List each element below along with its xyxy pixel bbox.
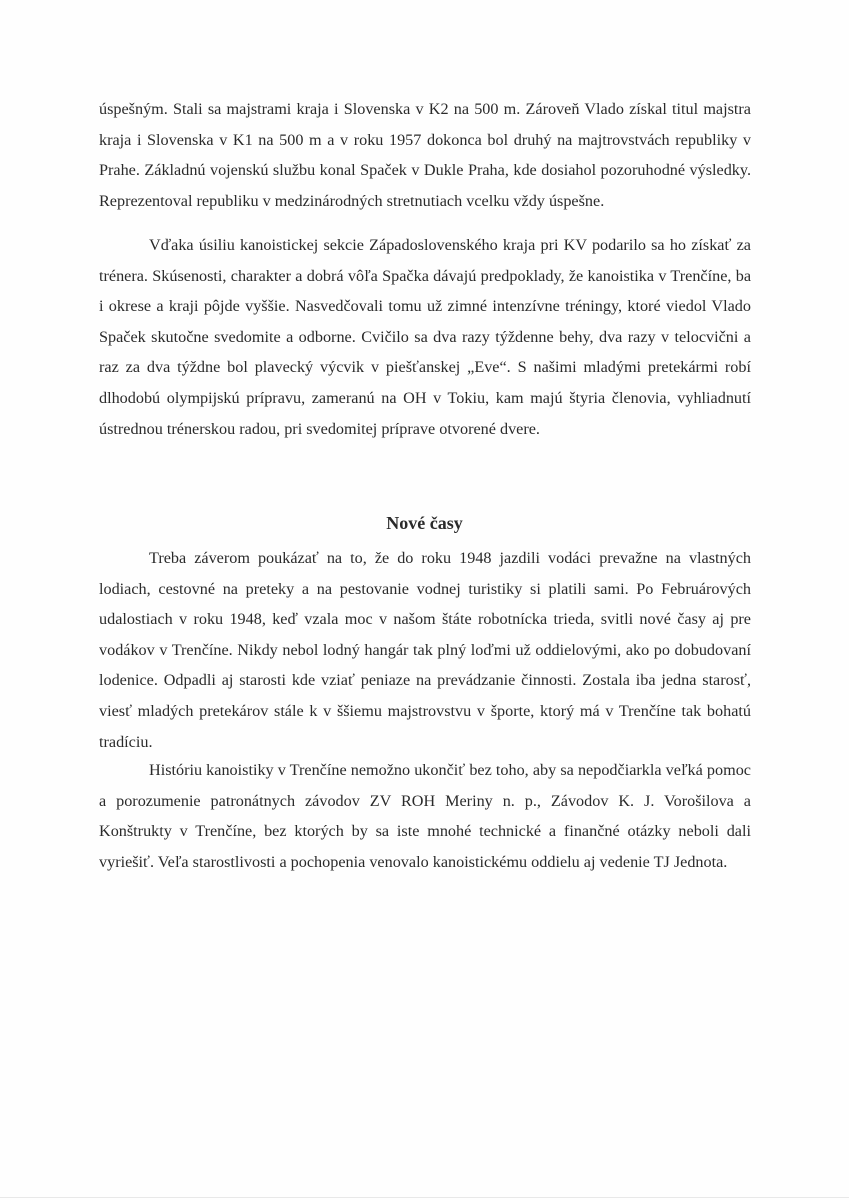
scan-edge-line xyxy=(0,1197,849,1198)
paragraph-text: Treba záverom poukázať na to, že do roku 1948 jazdili vodáci prevažne na vlastných lodiach, cestovné na preteky a na pestovanie vodnej turistiky si platili sami. Po Februárových udalostiach v roku 1948, keď vzala moc v našom štáte robotnícka trieda, svitli nové časy aj pre vodákov v Trenčíne. Nikdy nebol lodný hangár tak plný loďmi už oddielovými, ako po dobudovaní lodenice. Odpadli aj starosti kde vziať peniaze na prevádzanie činnosti. Zostala iba jedna starosť, viesť mladých pretekárov stále k v ššiemu majstrovstvu v športe, ktorý má v Trenčíne tak bohatú tradíciu. xyxy=(99,549,751,751)
paragraph-text: Vďaka úsiliu kanoistickej sekcie Západoslovenského kraja pri KV podarilo sa ho získať za trénera. Skúsenosti, charakter a dobrá vôľa Spačka dávajú predpoklady, že kanoistika v Trenčíne, ba i okrese a kraji pôjde vyššie. Nasvedčovali tomu už zimné intenzívne tréningy, ktoré viedol Vlado Spaček skutočne svedomite a odborne. Cvičilo sa dva razy týždenne behy, dva razy v telocvični a raz za dva týždne bol plavecký výcvik v piešťanskej „Eve“. S našimi mladými pretekármi robí dlhodobú olympijskú prípravu, zameranú na OH v Tokiu, kam majú štyria členovia, vyhliadnutí ústrednou trénerskou radou, pri svedomitej príprave otvorené dvere. xyxy=(99,236,751,438)
paragraph-trainer xyxy=(99,230,751,444)
paragraph-new-times xyxy=(99,543,751,757)
paragraph-text: Históriu kanoistiky v Trenčíne nemožno ukončiť bez toho, aby sa nepodčiarkla veľká pomoc a porozumenie patronátnych závodov ZV ROH Meriny n. p., Závodov K. J. Vorošilova a Konštrukty v Trenčíne, bez ktorých by sa iste mnohé technické a finančné otázky neboli dali vyriešiť. Veľa starostlivosti a pochopenia venovalo kanoistickému oddielu aj vedenie TJ Jednota. xyxy=(99,761,751,871)
paragraph-continuation xyxy=(99,94,751,216)
section-heading: Nové časy xyxy=(386,513,463,533)
paragraph-text: úspešným. Stali sa majstrami kraja i Slovenska v K2 na 500 m. Zároveň Vlado získal titul majstra kraja i Slovenska v K1 na 500 m a v roku 1957 dokonca bol druhý na majtrovstvách republiky v Prahe. Základnú vojenskú službu konal Spaček v Dukle Praha, kde dosiahol pozoruhodné výsledky. Reprezentoval republiku v medzinárodných stretnutiach vcelku vždy úspešne. xyxy=(99,100,751,210)
paragraph-conclusion xyxy=(99,755,751,877)
